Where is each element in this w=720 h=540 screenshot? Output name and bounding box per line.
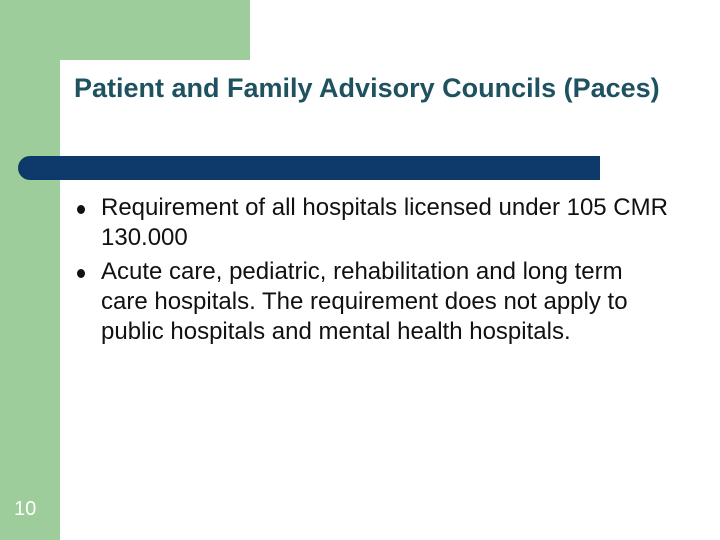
bullet-dot-icon xyxy=(77,269,85,278)
bullet-text: Acute care, pediatric, rehabilitation and long term care hospitals. The requirement does not apply to public hospitals and mental health hospitals. xyxy=(101,258,628,345)
bullet-item xyxy=(72,193,672,253)
title-underline-bar xyxy=(18,156,600,180)
top-accent-block xyxy=(60,0,250,60)
left-accent-strip xyxy=(0,0,60,540)
slide-number: 10 xyxy=(14,498,37,520)
bullet-item xyxy=(72,257,672,347)
bullet-dot-icon xyxy=(77,205,85,214)
bullet-text: Requirement of all hospitals licensed under 105 CMR 130.000 xyxy=(101,194,668,251)
bullet-list xyxy=(72,193,672,351)
slide-title: Patient and Family Advisory Councils (Paces) xyxy=(74,73,660,103)
